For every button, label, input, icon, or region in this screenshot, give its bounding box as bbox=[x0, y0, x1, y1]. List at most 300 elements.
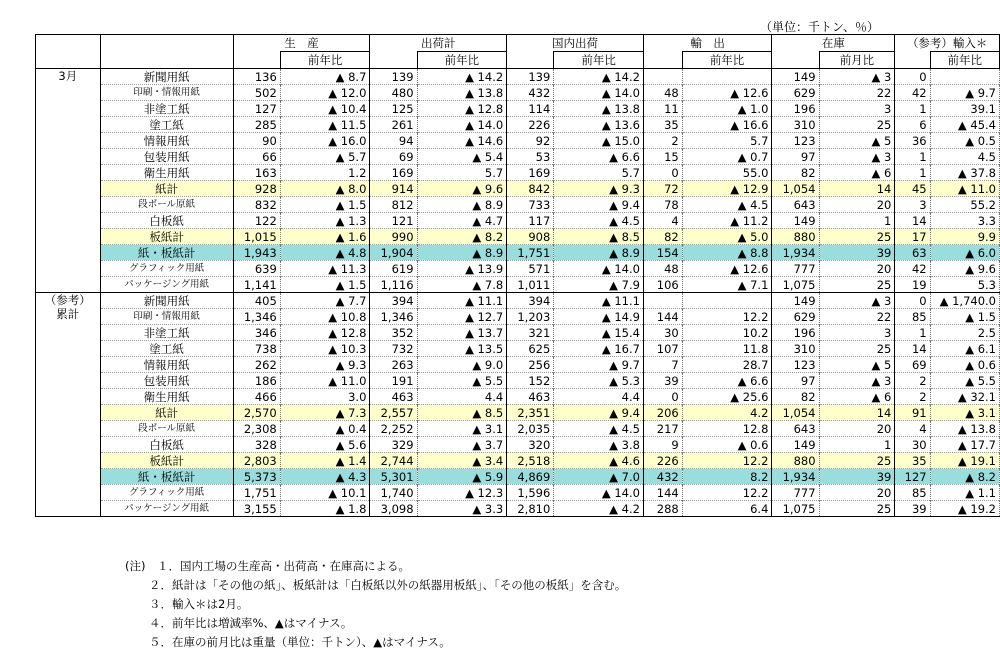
value-cell: 310 bbox=[772, 341, 819, 357]
change-cell: ▲ 6.1 bbox=[930, 341, 999, 357]
value-cell: 196 bbox=[772, 101, 819, 117]
change-cell: ▲ 3.1 bbox=[417, 421, 507, 437]
value-cell: 117 bbox=[507, 213, 554, 229]
value-cell: 121 bbox=[370, 213, 417, 229]
header-sub: 前年比 bbox=[554, 52, 644, 69]
change-cell: ▲ 3.1 bbox=[930, 405, 999, 421]
change-cell: 28.7 bbox=[682, 357, 772, 373]
header-group: （参考）輸入＊ bbox=[895, 35, 1000, 52]
value-cell: 2,035 bbox=[507, 421, 554, 437]
row-label: 包装用紙 bbox=[100, 149, 233, 165]
value-cell: 17 bbox=[895, 229, 930, 245]
change-cell: 4.2 bbox=[682, 405, 772, 421]
change-cell: ▲ 5.7 bbox=[280, 149, 370, 165]
change-cell: 4.4 bbox=[554, 389, 644, 405]
change-cell: ▲ 7.9 bbox=[554, 277, 644, 293]
change-cell: ▲ 14.0 bbox=[554, 85, 644, 101]
change-cell: ▲ 3 bbox=[819, 69, 895, 85]
value-cell: 163 bbox=[233, 165, 280, 181]
change-cell: ▲ 15.4 bbox=[554, 325, 644, 341]
value-cell: 3,098 bbox=[370, 501, 417, 517]
value-cell: 842 bbox=[507, 181, 554, 197]
table-row bbox=[36, 229, 1000, 245]
table-row bbox=[36, 341, 1000, 357]
table-row bbox=[36, 389, 1000, 405]
table-row bbox=[36, 501, 1000, 517]
change-cell: ▲ 14.0 bbox=[554, 485, 644, 501]
value-cell: 777 bbox=[772, 261, 819, 277]
row-label: 新聞用紙 bbox=[100, 293, 233, 309]
value-cell: 1,015 bbox=[233, 229, 280, 245]
value-cell: 405 bbox=[233, 293, 280, 309]
change-cell: ▲ 0.6 bbox=[930, 357, 999, 373]
value-cell: 346 bbox=[233, 325, 280, 341]
period-label-line: 3月 bbox=[58, 69, 78, 83]
value-cell: 63 bbox=[895, 245, 930, 261]
value-cell: 1,346 bbox=[233, 309, 280, 325]
value-cell: 571 bbox=[507, 261, 554, 277]
table-row bbox=[36, 485, 1000, 501]
value-cell: 139 bbox=[507, 69, 554, 85]
table-row bbox=[36, 293, 1000, 309]
change-cell: ▲ 12.8 bbox=[280, 325, 370, 341]
change-cell: 14 bbox=[819, 181, 895, 197]
value-cell: 3,155 bbox=[233, 501, 280, 517]
change-cell: ▲ 16.6 bbox=[682, 117, 772, 133]
change-cell: ▲ 9.3 bbox=[554, 181, 644, 197]
value-cell: 733 bbox=[507, 197, 554, 213]
value-cell: 1,346 bbox=[370, 309, 417, 325]
value-cell: 777 bbox=[772, 485, 819, 501]
change-cell: 9.9 bbox=[930, 229, 999, 245]
change-cell: ▲ 32.1 bbox=[930, 389, 999, 405]
value-cell: 206 bbox=[643, 405, 682, 421]
value-cell: 136 bbox=[233, 69, 280, 85]
table-row bbox=[36, 277, 1000, 293]
change-cell: ▲ 11.0 bbox=[930, 181, 999, 197]
table-row bbox=[36, 85, 1000, 101]
note-line: (注) １．国内工場の生産高・出荷高・在庫高による。 bbox=[125, 559, 410, 573]
value-cell: 226 bbox=[507, 117, 554, 133]
change-cell: ▲ 8.9 bbox=[417, 197, 507, 213]
change-cell: ▲ 1.8 bbox=[280, 501, 370, 517]
row-label: グラフィック用紙 bbox=[100, 261, 233, 277]
value-cell: 92 bbox=[507, 133, 554, 149]
table-row bbox=[36, 261, 1000, 277]
change-cell: 25 bbox=[819, 453, 895, 469]
table-row bbox=[36, 197, 1000, 213]
header-sub: 前年比 bbox=[280, 52, 370, 69]
change-cell: 3 bbox=[819, 101, 895, 117]
value-cell: 1 bbox=[895, 165, 930, 181]
change-cell: ▲ 8.8 bbox=[682, 245, 772, 261]
change-cell: ▲ 37.8 bbox=[930, 165, 999, 181]
change-cell: ▲ 19.2 bbox=[930, 501, 999, 517]
change-cell: 5.7 bbox=[554, 165, 644, 181]
change-cell: ▲ 3 bbox=[819, 149, 895, 165]
table-row bbox=[36, 149, 1000, 165]
value-cell: 629 bbox=[772, 85, 819, 101]
value-cell: 186 bbox=[233, 373, 280, 389]
header-blank bbox=[100, 52, 233, 69]
change-cell: ▲ 8.7 bbox=[280, 69, 370, 85]
change-cell: ▲ 8.5 bbox=[554, 229, 644, 245]
change-cell: ▲ 5.9 bbox=[417, 469, 507, 485]
value-cell: 463 bbox=[370, 389, 417, 405]
change-cell: ▲ 8.2 bbox=[930, 469, 999, 485]
row-label: 紙・板紙計 bbox=[100, 469, 233, 485]
change-cell: 5.7 bbox=[682, 133, 772, 149]
change-cell: ▲ 16.0 bbox=[280, 133, 370, 149]
change-cell: ▲ 7.0 bbox=[554, 469, 644, 485]
change-cell bbox=[930, 69, 999, 85]
value-cell: 263 bbox=[370, 357, 417, 373]
value-cell: 1 bbox=[895, 101, 930, 117]
change-cell: ▲ 5 bbox=[819, 357, 895, 373]
value-cell: 5,301 bbox=[370, 469, 417, 485]
value-cell: 463 bbox=[507, 389, 554, 405]
value-cell: 908 bbox=[507, 229, 554, 245]
change-cell: ▲ 9.4 bbox=[554, 197, 644, 213]
value-cell: 30 bbox=[895, 437, 930, 453]
value-cell: 990 bbox=[370, 229, 417, 245]
value-cell: 1 bbox=[895, 149, 930, 165]
value-cell: 1,943 bbox=[233, 245, 280, 261]
change-cell: 25 bbox=[819, 277, 895, 293]
period-label bbox=[36, 69, 101, 293]
value-cell: 643 bbox=[772, 421, 819, 437]
header-blank bbox=[643, 52, 682, 69]
value-cell: 14 bbox=[895, 341, 930, 357]
header-group: 輸 出 bbox=[643, 35, 771, 52]
change-cell: ▲ 4.2 bbox=[554, 501, 644, 517]
table-row bbox=[36, 133, 1000, 149]
row-label: 塗工紙 bbox=[100, 341, 233, 357]
change-cell: 20 bbox=[819, 421, 895, 437]
change-cell: ▲ 45.4 bbox=[930, 117, 999, 133]
row-label: 衛生用紙 bbox=[100, 389, 233, 405]
period-label-line: （参考） bbox=[44, 293, 91, 307]
value-cell: 1,751 bbox=[233, 485, 280, 501]
change-cell: ▲ 12.0 bbox=[280, 85, 370, 101]
change-cell: 8.2 bbox=[682, 469, 772, 485]
change-cell: ▲ 11.1 bbox=[554, 293, 644, 309]
change-cell: ▲ 1.1 bbox=[930, 485, 999, 501]
value-cell: 2,744 bbox=[370, 453, 417, 469]
value-cell: 1,751 bbox=[507, 245, 554, 261]
change-cell: ▲ 4.8 bbox=[280, 245, 370, 261]
change-cell: ▲ 12.7 bbox=[417, 309, 507, 325]
value-cell: 5,373 bbox=[233, 469, 280, 485]
note-line: ２．紙計は「その他の紙」、板紙計は「白板紙以外の紙器用板紙」、「その他の板紙」を含む。 bbox=[149, 578, 627, 592]
change-cell: ▲ 25.6 bbox=[682, 389, 772, 405]
change-cell: ▲ 0.5 bbox=[930, 133, 999, 149]
value-cell: 19 bbox=[895, 277, 930, 293]
change-cell: ▲ 1.5 bbox=[930, 309, 999, 325]
change-cell: ▲ 3.8 bbox=[554, 437, 644, 453]
change-cell: 12.2 bbox=[682, 453, 772, 469]
change-cell: ▲ 5.5 bbox=[417, 373, 507, 389]
header-blank bbox=[100, 35, 233, 52]
table-row bbox=[36, 437, 1000, 453]
row-label: グラフィック用紙 bbox=[100, 485, 233, 501]
row-label: 印刷・情報用紙 bbox=[100, 85, 233, 101]
change-cell: 1 bbox=[819, 213, 895, 229]
table-row bbox=[36, 69, 1000, 85]
header-group: 生 産 bbox=[233, 35, 370, 52]
value-cell: 0 bbox=[895, 69, 930, 85]
value-cell: 394 bbox=[507, 293, 554, 309]
value-cell: 2,252 bbox=[370, 421, 417, 437]
value-cell: 1,141 bbox=[233, 277, 280, 293]
change-cell: 10.2 bbox=[682, 325, 772, 341]
value-cell: 11 bbox=[643, 101, 682, 117]
change-cell: ▲ 9.6 bbox=[417, 181, 507, 197]
change-cell: ▲ 5.6 bbox=[280, 437, 370, 453]
change-cell: 4.4 bbox=[417, 389, 507, 405]
change-cell: ▲ 13.5 bbox=[417, 341, 507, 357]
value-cell: 107 bbox=[643, 341, 682, 357]
value-cell: 85 bbox=[895, 309, 930, 325]
value-cell: 152 bbox=[507, 373, 554, 389]
value-cell: 2,351 bbox=[507, 405, 554, 421]
value-cell: 94 bbox=[370, 133, 417, 149]
change-cell: ▲ 1.6 bbox=[280, 229, 370, 245]
value-cell: 123 bbox=[772, 133, 819, 149]
note-line: ５．在庫の前月比は重量（単位：千トン）、▲はマイナス。 bbox=[149, 635, 451, 649]
row-label: 非塗工紙 bbox=[100, 101, 233, 117]
change-cell: ▲ 6.6 bbox=[682, 373, 772, 389]
change-cell: ▲ 3 bbox=[819, 373, 895, 389]
change-cell: ▲ 14.6 bbox=[417, 133, 507, 149]
value-cell: 1,075 bbox=[772, 277, 819, 293]
change-cell: ▲ 9.0 bbox=[417, 357, 507, 373]
change-cell: ▲ 9.3 bbox=[280, 357, 370, 373]
change-cell: ▲ 7.7 bbox=[280, 293, 370, 309]
value-cell: 35 bbox=[895, 453, 930, 469]
value-cell: 329 bbox=[370, 437, 417, 453]
change-cell: ▲ 15.0 bbox=[554, 133, 644, 149]
change-cell: ▲ 1.5 bbox=[280, 277, 370, 293]
value-cell: 42 bbox=[895, 85, 930, 101]
change-cell: 25 bbox=[819, 229, 895, 245]
row-label: 塗工紙 bbox=[100, 117, 233, 133]
change-cell: ▲ 8.9 bbox=[417, 245, 507, 261]
change-cell: ▲ 0.7 bbox=[682, 149, 772, 165]
change-cell: 12.2 bbox=[682, 485, 772, 501]
change-cell: 39.1 bbox=[930, 101, 999, 117]
value-cell: 78 bbox=[643, 197, 682, 213]
change-cell: 20 bbox=[819, 197, 895, 213]
row-label: 情報用紙 bbox=[100, 133, 233, 149]
value-cell: 48 bbox=[643, 85, 682, 101]
row-label: 包装用紙 bbox=[100, 373, 233, 389]
table-row bbox=[36, 373, 1000, 389]
value-cell: 352 bbox=[370, 325, 417, 341]
change-cell: ▲ 12.6 bbox=[682, 261, 772, 277]
change-cell: ▲ 14.0 bbox=[417, 117, 507, 133]
change-cell: 25 bbox=[819, 341, 895, 357]
table-row bbox=[36, 357, 1000, 373]
value-cell: 2 bbox=[895, 389, 930, 405]
change-cell: 22 bbox=[819, 309, 895, 325]
change-cell: 2.5 bbox=[930, 325, 999, 341]
change-cell: ▲ 10.8 bbox=[280, 309, 370, 325]
change-cell: 5.7 bbox=[417, 165, 507, 181]
table-row bbox=[36, 245, 1000, 261]
change-cell: 39 bbox=[819, 245, 895, 261]
table-row bbox=[36, 309, 1000, 325]
header-sub: 前年比 bbox=[930, 52, 999, 69]
row-label: 新聞用紙 bbox=[100, 69, 233, 85]
change-cell: ▲ 6.0 bbox=[930, 245, 999, 261]
value-cell: 1,203 bbox=[507, 309, 554, 325]
change-cell: ▲ 13.6 bbox=[554, 117, 644, 133]
header-group: 在庫 bbox=[772, 35, 895, 52]
value-cell: 629 bbox=[772, 309, 819, 325]
note-line: ４．前年比は増減率%、▲はマイナス。 bbox=[149, 616, 353, 630]
header-blank bbox=[36, 52, 101, 69]
value-cell: 2,518 bbox=[507, 453, 554, 469]
value-cell: 53 bbox=[507, 149, 554, 165]
change-cell: ▲ 9.7 bbox=[554, 357, 644, 373]
row-label: 板紙計 bbox=[100, 229, 233, 245]
change-cell: ▲ 7.8 bbox=[417, 277, 507, 293]
table-row bbox=[36, 453, 1000, 469]
change-cell: ▲ 11.3 bbox=[280, 261, 370, 277]
value-cell: 4 bbox=[895, 421, 930, 437]
value-cell: 149 bbox=[772, 213, 819, 229]
change-cell: 20 bbox=[819, 485, 895, 501]
change-cell: 20 bbox=[819, 261, 895, 277]
value-cell bbox=[643, 69, 682, 85]
value-cell: 35 bbox=[643, 117, 682, 133]
value-cell: 196 bbox=[772, 325, 819, 341]
change-cell: ▲ 12.8 bbox=[417, 101, 507, 117]
change-cell: 22 bbox=[819, 85, 895, 101]
change-cell: ▲ 7.1 bbox=[682, 277, 772, 293]
value-cell: 321 bbox=[507, 325, 554, 341]
header-group: 国内出荷 bbox=[507, 35, 644, 52]
value-cell: 144 bbox=[643, 485, 682, 501]
header-row-groups bbox=[36, 35, 1000, 52]
table-row bbox=[36, 405, 1000, 421]
table-row bbox=[36, 421, 1000, 437]
table-row bbox=[36, 165, 1000, 181]
table-row bbox=[36, 181, 1000, 197]
row-label: 白板紙 bbox=[100, 213, 233, 229]
header-row-sub bbox=[36, 52, 1000, 69]
change-cell: 39 bbox=[819, 469, 895, 485]
change-cell: ▲ 4.6 bbox=[554, 453, 644, 469]
change-cell: 14 bbox=[819, 405, 895, 421]
period-label bbox=[36, 293, 101, 517]
change-cell: ▲ 1.3 bbox=[280, 213, 370, 229]
change-cell: 3 bbox=[819, 325, 895, 341]
change-cell: ▲ 19.1 bbox=[930, 453, 999, 469]
value-cell: 2,570 bbox=[233, 405, 280, 421]
value-cell: 432 bbox=[643, 469, 682, 485]
value-cell: 125 bbox=[370, 101, 417, 117]
change-cell: ▲ 3 bbox=[819, 293, 895, 309]
value-cell: 91 bbox=[895, 405, 930, 421]
change-cell: ▲ 8.5 bbox=[417, 405, 507, 421]
change-cell: ▲ 0.6 bbox=[682, 437, 772, 453]
change-cell: ▲ 3.4 bbox=[417, 453, 507, 469]
value-cell: 1,934 bbox=[772, 245, 819, 261]
value-cell: 832 bbox=[233, 197, 280, 213]
value-cell: 328 bbox=[233, 437, 280, 453]
value-cell: 14 bbox=[895, 213, 930, 229]
header-sub: 前年比 bbox=[417, 52, 507, 69]
change-cell: ▲ 14.0 bbox=[554, 261, 644, 277]
value-cell: 394 bbox=[370, 293, 417, 309]
value-cell: 149 bbox=[772, 293, 819, 309]
value-cell: 149 bbox=[772, 437, 819, 453]
value-cell: 619 bbox=[370, 261, 417, 277]
value-cell: 732 bbox=[370, 341, 417, 357]
header-blank bbox=[370, 52, 417, 69]
change-cell: ▲ 0.4 bbox=[280, 421, 370, 437]
row-label: 印刷・情報用紙 bbox=[100, 309, 233, 325]
value-cell: 4 bbox=[643, 213, 682, 229]
change-cell: ▲ 17.7 bbox=[930, 437, 999, 453]
change-cell: ▲ 1.0 bbox=[682, 101, 772, 117]
value-cell: 169 bbox=[507, 165, 554, 181]
value-cell: 123 bbox=[772, 357, 819, 373]
value-cell: 82 bbox=[772, 165, 819, 181]
value-cell: 1,054 bbox=[772, 405, 819, 421]
unit-label: （単位：千トン、％） bbox=[760, 20, 880, 34]
change-cell: ▲ 14.2 bbox=[417, 69, 507, 85]
value-cell: 1 bbox=[895, 325, 930, 341]
change-cell bbox=[682, 293, 772, 309]
value-cell: 154 bbox=[643, 245, 682, 261]
value-cell: 82 bbox=[772, 389, 819, 405]
change-cell: 3.0 bbox=[280, 389, 370, 405]
row-label: 非塗工紙 bbox=[100, 325, 233, 341]
change-cell: ▲ 14.2 bbox=[554, 69, 644, 85]
change-cell: ▲ 4.5 bbox=[554, 213, 644, 229]
value-cell: 880 bbox=[772, 229, 819, 245]
value-cell: 625 bbox=[507, 341, 554, 357]
value-cell: 2,810 bbox=[507, 501, 554, 517]
value-cell: 169 bbox=[370, 165, 417, 181]
change-cell: 3.3 bbox=[930, 213, 999, 229]
value-cell: 502 bbox=[233, 85, 280, 101]
value-cell: 1,011 bbox=[507, 277, 554, 293]
value-cell: 36 bbox=[895, 133, 930, 149]
table-row bbox=[36, 325, 1000, 341]
header-blank bbox=[895, 52, 930, 69]
value-cell: 69 bbox=[370, 149, 417, 165]
change-cell: ▲ 5.3 bbox=[554, 373, 644, 389]
change-cell: ▲ 9.4 bbox=[554, 405, 644, 421]
value-cell: 0 bbox=[643, 389, 682, 405]
value-cell: 4,869 bbox=[507, 469, 554, 485]
table-row bbox=[36, 469, 1000, 485]
value-cell: 285 bbox=[233, 117, 280, 133]
value-cell: 1,934 bbox=[772, 469, 819, 485]
row-label: パッケージング用紙 bbox=[100, 277, 233, 293]
value-cell: 9 bbox=[643, 437, 682, 453]
value-cell: 1,596 bbox=[507, 485, 554, 501]
change-cell: ▲ 8.9 bbox=[554, 245, 644, 261]
change-cell: 55.2 bbox=[930, 197, 999, 213]
change-cell bbox=[682, 69, 772, 85]
change-cell: 5.3 bbox=[930, 277, 999, 293]
header-sub: 前月比 bbox=[819, 52, 895, 69]
